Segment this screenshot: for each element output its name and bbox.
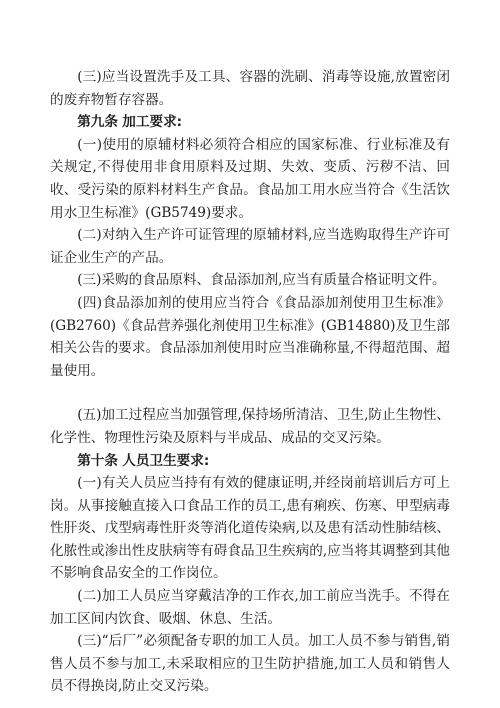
paragraph-work-clothing: (二)加工人员应当穿戴洁净的工作衣,加工前应当洗手。不得在加工区间内饮食、吸烟、休息、生活。 [50,588,450,627]
paragraph-gap [50,382,450,404]
paragraph-license-materials: (二)对纳入生产许可证管理的原辅材料,应当选购取得生产许可证企业生产的产品。 [50,227,450,266]
article-9-number: 第九条 [77,114,118,131]
paragraph-additive-usage: (四)食品添加剂的使用应当符合《食品添加剂使用卫生标准》(GB2760)《食品营养强化剂使用卫生标准》(GB14880)及卫生部相关公告的要求。食品添加剂使用时应当准确称量,不得超范围、超量使用。 [50,294,450,379]
article-9-title: 加工要求: [122,114,183,131]
paragraph-purchase-certificates: (三)采购的食品原料、食品添加剂,应当有质量合格证明文件。 [77,272,446,289]
document-page [50,66,450,698]
article-10-title: 人员卫生要求: [122,452,210,469]
article-9-heading-line [50,111,450,134]
paragraph-handwash-facilities: (三)应当设置洗手及工具、容器的洗刷、消毒等设施,放置密闭的废弃物暂存容器。 [50,69,450,108]
paragraph-health-certificate: (一)有关人员应当持有有效的健康证明,并经岗前培训后方可上岗。从事接触直接入口食品工作的员工,患有痢疾、伤寒、甲型病毒性肝炎、戊型病毒性肝炎等消化道传染病,以及患有活动性肺结核、化脓性或渗出性皮肤病等有碍食品卫生疾病的,应当将其调整到其他不影响食品安全的工作岗位。 [50,475,450,582]
paragraph-dedicated-staff: (三)“后厂”必须配备专职的加工人员。加工人员不参与销售,销售人员不参与加工,未采取相应的卫生防护措施,加工人员和销售人员不得换岗,防止交叉污染。 [50,633,450,695]
article-10-heading-line [50,450,450,473]
article-10-number: 第十条 [77,452,118,469]
paragraph-process-management: (五)加工过程应当加强管理,保持场所清洁、卫生,防止生物性、化学性、物理性污染及原料与半成品、成品的交叉污染。 [50,407,450,446]
paragraph-raw-materials: (一)使用的原辅材料必须符合相应的国家标准、行业标准及有关规定,不得使用非食用原料及过期、失效、变质、污秽不洁、回收、受污染的原料材料生产食品。食品加工用水应当符合《生活饮用水卫生标准》(GB5749)要求。 [50,136,450,221]
